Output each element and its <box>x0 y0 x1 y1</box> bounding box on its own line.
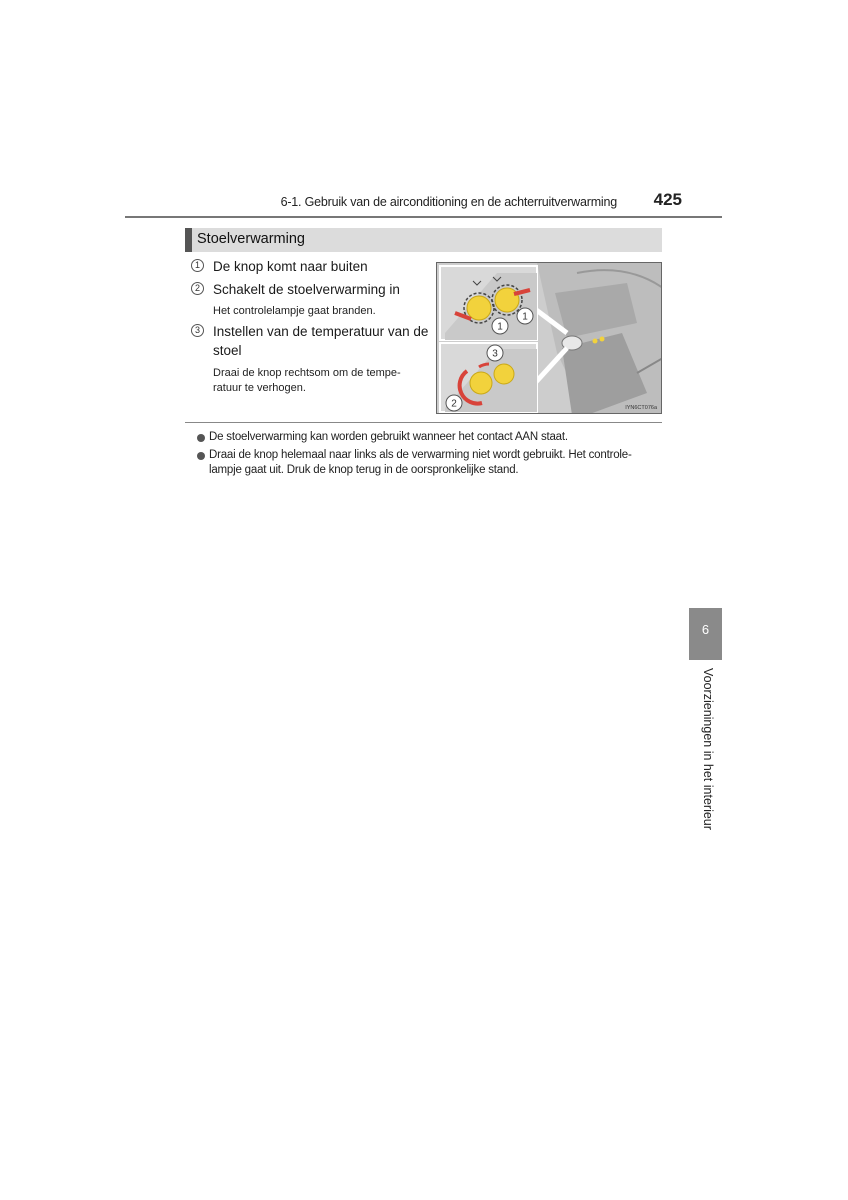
figure-label-3: 3 <box>492 348 498 360</box>
figure-label-1a: 1 <box>497 321 503 333</box>
step-text-2: Schakelt de stoelverwarming in <box>213 282 400 297</box>
section-divider <box>185 422 662 423</box>
note-1-line1: De stoelverwarming kan worden gebruikt wanneer het contact AAN staat. <box>209 431 568 443</box>
seat-heater-illustration <box>436 262 662 414</box>
running-header <box>125 190 722 218</box>
chapter-number: 6 <box>701 622 710 637</box>
step-note-2: Het controlelampje gaat branden. <box>213 305 376 317</box>
console-drawing <box>437 263 662 414</box>
chapter-tab <box>689 608 722 660</box>
step-note-3-line2: ratuur te verhogen. <box>213 382 306 394</box>
bullet-icon <box>197 452 205 460</box>
header-section-title: 6-1. Gebruik van de airconditioning en de achterruitverwarming <box>280 195 617 209</box>
step-number-2: 2 <box>191 282 204 295</box>
note-2-line2: lampje gaat uit. Druk de knop terug in de oorspronkelijke stand. <box>209 464 519 476</box>
step-text-3-line1: Instellen van de temperatuur van de <box>213 324 429 339</box>
step-note-3-line1: Draai de knop rechtsom om de tempe- <box>213 367 401 379</box>
figure-label-1b: 1 <box>522 311 528 323</box>
step-text-3-line2: stoel <box>213 343 242 358</box>
step-text-1: De knop komt naar buiten <box>213 259 368 274</box>
bullet-icon <box>197 434 205 442</box>
step-number-3: 3 <box>191 324 204 337</box>
section-heading-text: Stoelverwarming <box>197 231 305 247</box>
page-number: 425 <box>653 190 682 209</box>
note-2-line1: Draai de knop helemaal naar links als de verwarming niet wordt gebruikt. Het controle- <box>209 449 632 461</box>
chapter-title: Voorzieningen in het interieur <box>701 668 715 830</box>
figure-label-2: 2 <box>451 398 457 410</box>
step-number-1: 1 <box>191 259 204 272</box>
figure-code: IYN6CT076a <box>625 405 657 411</box>
section-heading <box>185 228 662 252</box>
